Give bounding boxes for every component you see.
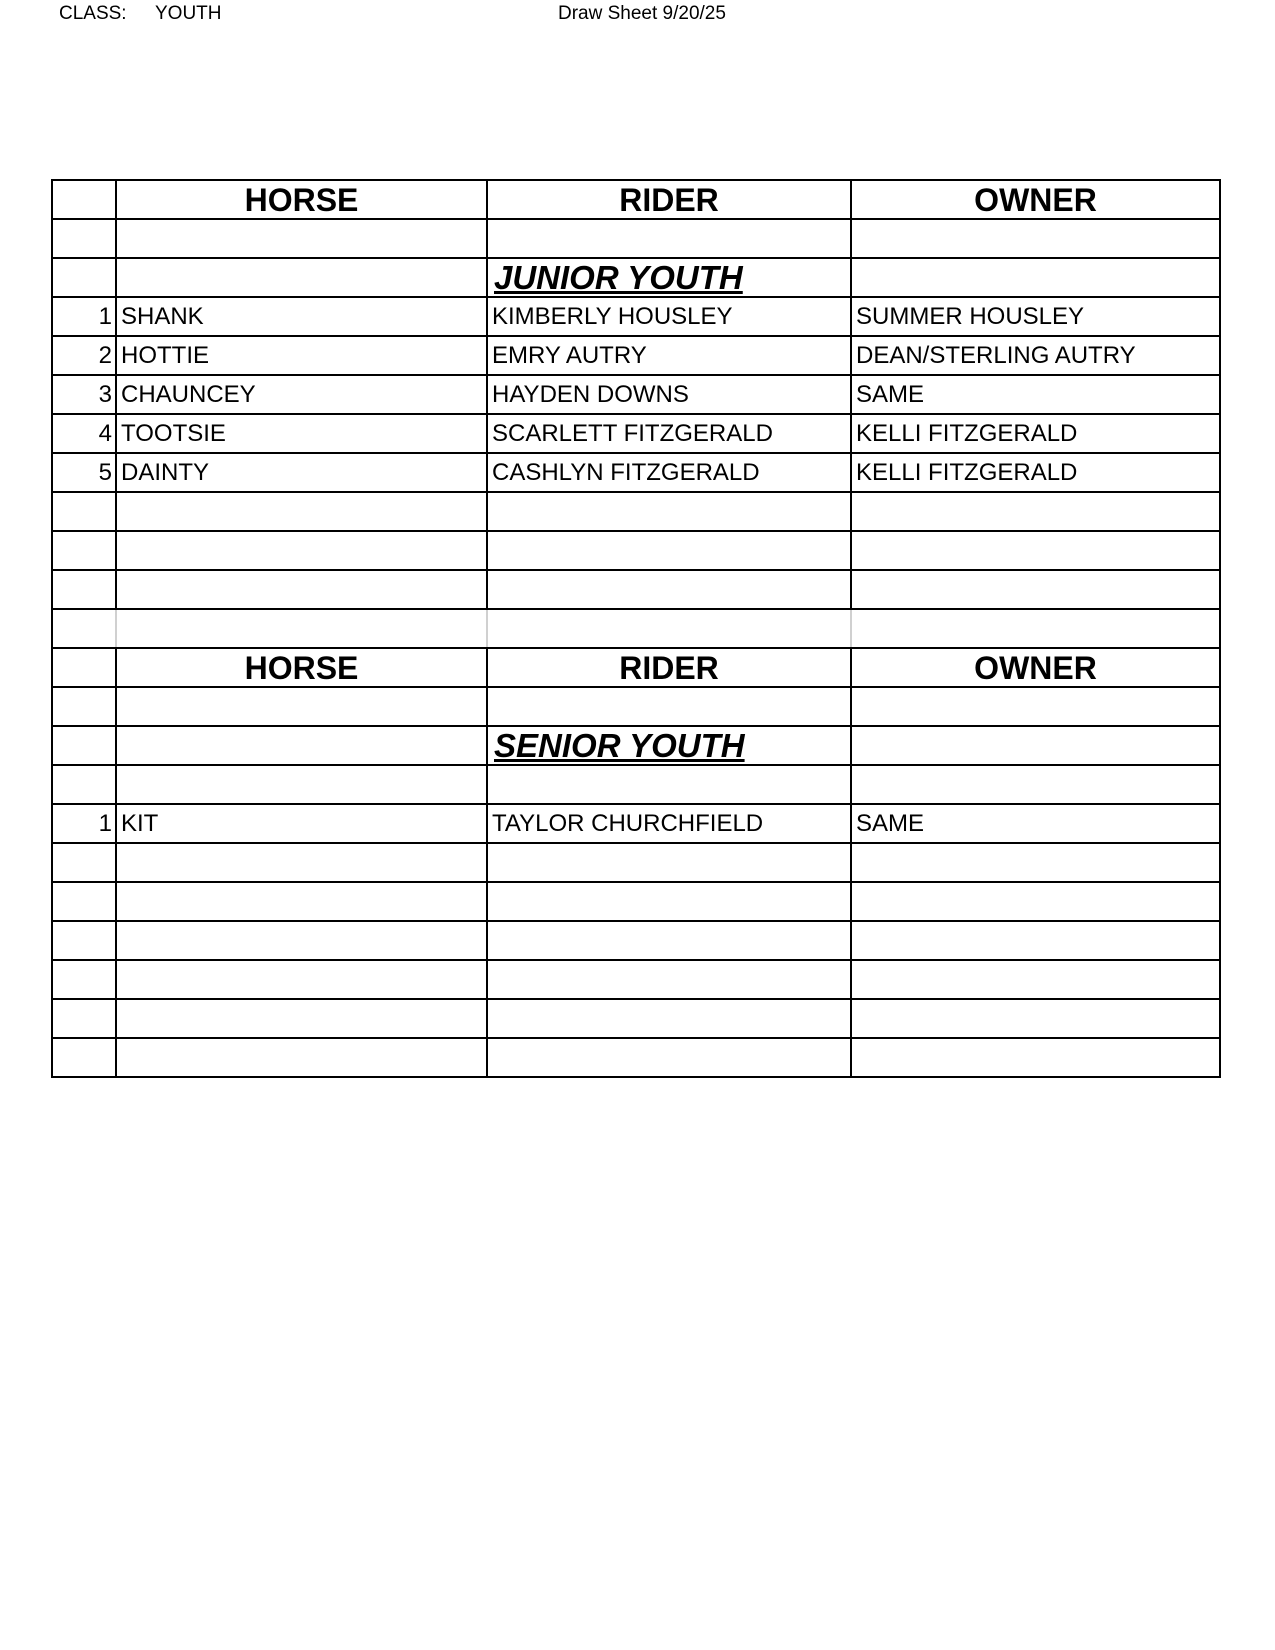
blank-row [52,219,1220,258]
number-header-cell [52,180,116,219]
blank-row [52,492,1220,531]
owner-cell: KELLI FITZGERALD [851,453,1220,492]
section-title-row [52,258,1220,297]
rider-cell: CASHLYN FITZGERALD [487,453,851,492]
rider-column-header: RIDER [487,648,851,687]
owner-cell: SUMMER HOUSLEY [851,297,1220,336]
column-header-row [52,180,1220,219]
sheet-title: Draw Sheet 9/20/25 [558,3,726,24]
blank-row [52,531,1220,570]
rider-cell: SCARLETT FITZGERALD [487,414,851,453]
section-title-row [52,726,1220,765]
entry-number: 4 [52,414,116,453]
owner-column-header: OWNER [851,180,1220,219]
class-label: CLASS: [59,3,127,24]
column-header-row [52,648,1220,687]
owner-cell: DEAN/STERLING AUTRY [851,336,1220,375]
horse-cell: CHAUNCEY [116,375,487,414]
entry-row [52,375,1220,414]
entry-row [52,414,1220,453]
junior-youth-title: JUNIOR YOUTH [487,258,851,297]
horse-column-header: HORSE [116,180,487,219]
blank-row [52,960,1220,999]
class-value: YOUTH [155,3,222,24]
entry-number: 1 [52,297,116,336]
blank-row [52,570,1220,609]
blank-row [52,687,1220,726]
horse-cell: SHANK [116,297,487,336]
blank-row [52,882,1220,921]
rider-cell: EMRY AUTRY [487,336,851,375]
blank-row [52,1038,1220,1077]
horse-column-header: HORSE [116,648,487,687]
horse-cell: KIT [116,804,487,843]
blank-row [52,609,1220,648]
owner-cell: KELLI FITZGERALD [851,414,1220,453]
blank-row [52,999,1220,1038]
entry-row [52,297,1220,336]
blank-row [52,843,1220,882]
blank-row [52,921,1220,960]
rider-cell: KIMBERLY HOUSLEY [487,297,851,336]
entry-number: 5 [52,453,116,492]
horse-cell: DAINTY [116,453,487,492]
entry-row [52,336,1220,375]
number-header-cell [52,648,116,687]
entry-number: 3 [52,375,116,414]
owner-cell: SAME [851,375,1220,414]
horse-cell: TOOTSIE [116,414,487,453]
owner-column-header: OWNER [851,648,1220,687]
horse-cell: HOTTIE [116,336,487,375]
entry-row [52,804,1220,843]
rider-column-header: RIDER [487,180,851,219]
blank-row [52,765,1220,804]
rider-cell: TAYLOR CHURCHFIELD [487,804,851,843]
entry-row [52,453,1220,492]
rider-cell: HAYDEN DOWNS [487,375,851,414]
senior-youth-title: SENIOR YOUTH [487,726,851,765]
entry-number: 2 [52,336,116,375]
owner-cell: SAME [851,804,1220,843]
draw-sheet-table [51,179,1221,1078]
entry-number: 1 [52,804,116,843]
